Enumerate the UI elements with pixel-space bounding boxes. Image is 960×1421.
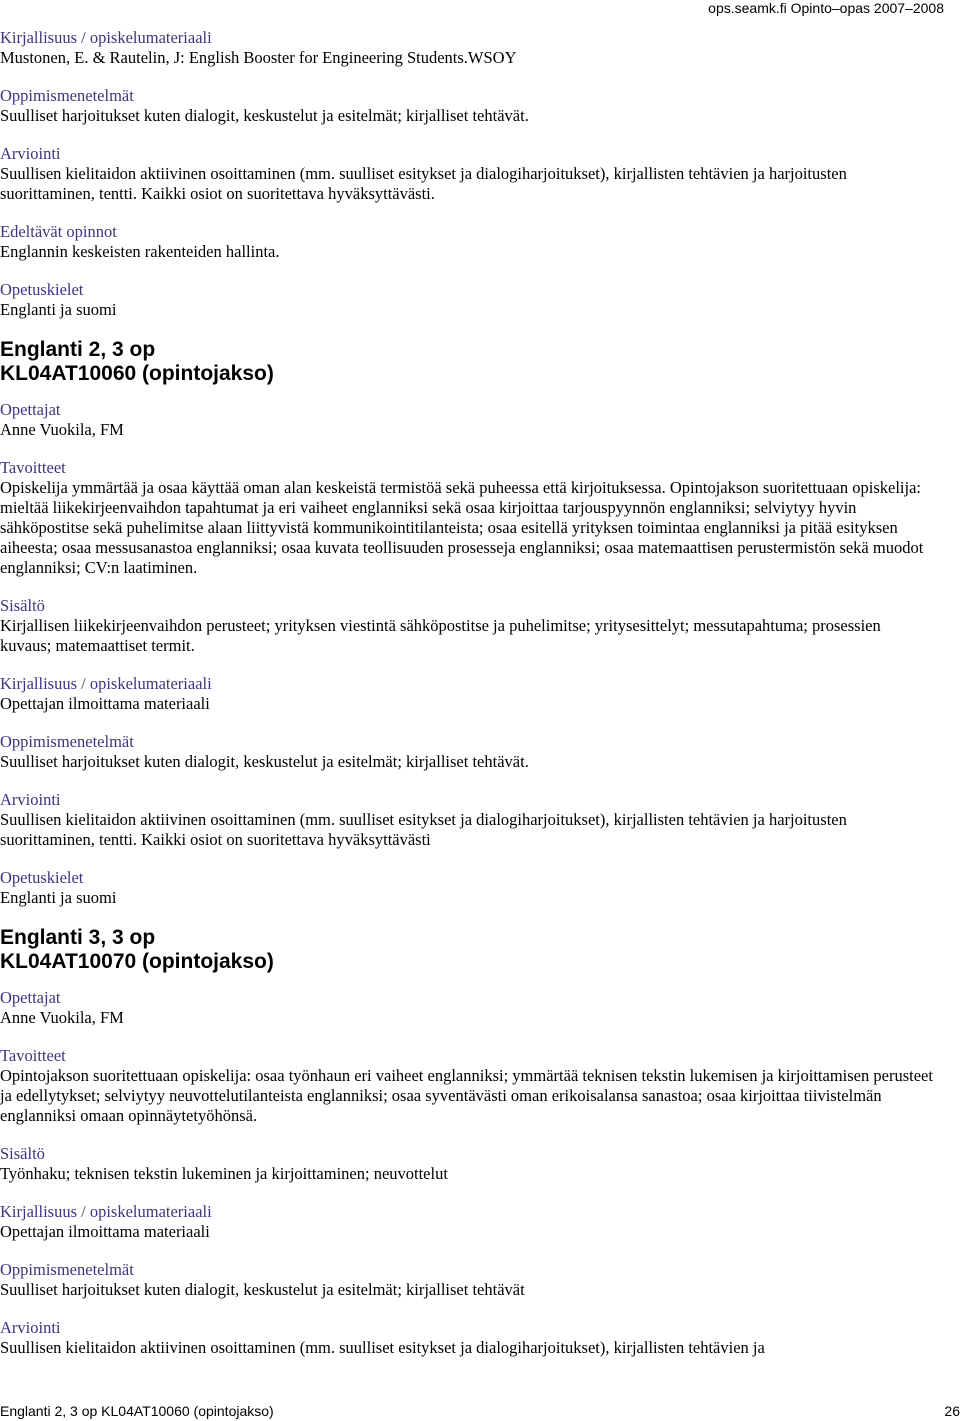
section-opetuskielet	[0, 868, 935, 908]
section-opettajat	[0, 400, 935, 440]
section-text: Suullisen kielitaidon aktiivinen osoittaminen (mm. suulliset esitykset ja dialogiharjoitukset), kirjallisten tehtävien ja harjoitusten suorittaminen, tentti. Kaikki osiot on suoritettava hyväksyttävästi.	[0, 164, 847, 203]
section-kirjallisuus	[0, 1202, 935, 1242]
course-englanti-2	[0, 338, 935, 908]
section-text: Opintojakson suoritettuaan opiskelija: osaa työnhaun eri vaiheet englanniksi; ymmärtää teknisen tekstin lukemisen ja kirjoittamisen perusteet ja edellytykset; selviytyy neuvottelutilanteista englanniksi; osaa syventävästi oman erikoisalansa sanastoa; osaa kirjoittaa tiivistelmän englanniksi omaan opinnäytetyöhönsä.	[0, 1066, 933, 1125]
section-edeltavat-opinnot	[0, 222, 935, 262]
document-body	[0, 28, 935, 1376]
page-header: ops.seamk.fi Opinto–opas 2007–2008	[708, 0, 944, 16]
section-tavoitteet	[0, 458, 935, 578]
section-label: Opetuskielet	[0, 280, 84, 299]
section-text: Kirjallisen liikekirjeenvaihdon perusteet; yrityksen viestintä sähköpostitse ja puhelimitse; yritysesittelyt; messutapahtuma; prosessien kuvaus; matemaattiset termit.	[0, 616, 881, 655]
section-text: Englannin keskeisten rakenteiden hallinta.	[0, 242, 280, 261]
section-opettajat	[0, 988, 935, 1028]
section-label: Arviointi	[0, 790, 61, 809]
section-label: Arviointi	[0, 144, 61, 163]
section-text: Opettajan ilmoittama materiaali	[0, 1222, 210, 1241]
section-text: Suullisen kielitaidon aktiivinen osoittaminen (mm. suulliset esitykset ja dialogiharjoitukset), kirjallisten tehtävien ja harjoitusten suorittaminen, tentti. Kaikki osiot on suoritettava hyväksyttävästi	[0, 810, 847, 849]
course-title-name: Englanti 2, 3 op	[0, 338, 156, 361]
course-englanti-3	[0, 926, 935, 1358]
section-sisalto	[0, 596, 935, 656]
section-label: Opettajat	[0, 988, 61, 1007]
section-oppimismenetelmat	[0, 732, 935, 772]
section-tavoitteet	[0, 1046, 935, 1126]
course-title-code: KL04AT10060 (opintojakso)	[0, 362, 274, 385]
section-text: Anne Vuokila, FM	[0, 420, 124, 439]
course-title	[0, 338, 935, 386]
section-oppimismenetelmat	[0, 86, 935, 126]
section-label: Tavoitteet	[0, 458, 66, 477]
section-text: Työnhaku; teknisen tekstin lukeminen ja kirjoittaminen; neuvottelut	[0, 1164, 448, 1183]
section-text: Englanti ja suomi	[0, 300, 117, 319]
page-number: 26	[944, 1403, 960, 1419]
section-opetuskielet	[0, 280, 935, 320]
course-title-name: Englanti 3, 3 op	[0, 926, 156, 949]
section-text: Suullisen kielitaidon aktiivinen osoittaminen (mm. suulliset esitykset ja dialogiharjoitukset), kirjallisten tehtävien ja	[0, 1338, 765, 1357]
section-kirjallisuus	[0, 28, 935, 68]
section-text: Anne Vuokila, FM	[0, 1008, 124, 1027]
section-oppimismenetelmat	[0, 1260, 935, 1300]
section-arviointi	[0, 1318, 935, 1358]
section-text: Suulliset harjoitukset kuten dialogit, keskustelut ja esitelmät; kirjalliset tehtävät.	[0, 106, 529, 125]
section-label: Tavoitteet	[0, 1046, 66, 1065]
section-label: Oppimismenetelmät	[0, 732, 134, 751]
section-text: Mustonen, E. & Rautelin, J: English Booster for Engineering Students.WSOY	[0, 48, 517, 67]
top-sections	[0, 28, 935, 320]
section-text: Suulliset harjoitukset kuten dialogit, keskustelut ja esitelmät; kirjalliset tehtävät.	[0, 752, 529, 771]
section-text: Opiskelija ymmärtää ja osaa käyttää oman alan keskeistä termistöä sekä puheessa että kirjoituksessa. Opintojakson suoritettuaan opiskelija: mieltää liikekirjeenvaihdon tapahtumat ja eri vaiheet englanniksi sekä osaa kirjoittaa tarjouspyynnön englanniksi; selviytyy hyvin sähköpostitse sekä puhelimitse alaan liittyvistä kommunikointitilanteista; osaa esitellä yrityksen toimintaa englanniksi ja pitää esityksen aiheesta; osaa messusanastoa englanniksi; osaa kuvata teollisuuden prosesseja englanniksi; osaa matemaattisen perustermistön sekä muodot englanniksi; CV:n laatiminen.	[0, 478, 924, 577]
section-text: Englanti ja suomi	[0, 888, 117, 907]
section-text: Suulliset harjoitukset kuten dialogit, keskustelut ja esitelmät; kirjalliset tehtävät	[0, 1280, 525, 1299]
footer-course-reference: Englanti 2, 3 op KL04AT10060 (opintojakso)	[0, 1403, 274, 1419]
section-label: Kirjallisuus / opiskelumateriaali	[0, 1202, 212, 1221]
section-arviointi	[0, 144, 935, 204]
section-label: Oppimismenetelmät	[0, 1260, 134, 1279]
section-label: Sisältö	[0, 1144, 45, 1163]
section-label: Opetuskielet	[0, 868, 84, 887]
section-label: Edeltävät opinnot	[0, 222, 117, 241]
section-label: Opettajat	[0, 400, 61, 419]
section-kirjallisuus	[0, 674, 935, 714]
section-sisalto	[0, 1144, 935, 1184]
course-title	[0, 926, 935, 974]
section-label: Sisältö	[0, 596, 45, 615]
section-arviointi	[0, 790, 935, 850]
section-text: Opettajan ilmoittama materiaali	[0, 694, 210, 713]
section-label: Arviointi	[0, 1318, 61, 1337]
section-label: Oppimismenetelmät	[0, 86, 134, 105]
section-label: Kirjallisuus / opiskelumateriaali	[0, 28, 212, 47]
section-label: Kirjallisuus / opiskelumateriaali	[0, 674, 212, 693]
course-title-code: KL04AT10070 (opintojakso)	[0, 950, 274, 973]
